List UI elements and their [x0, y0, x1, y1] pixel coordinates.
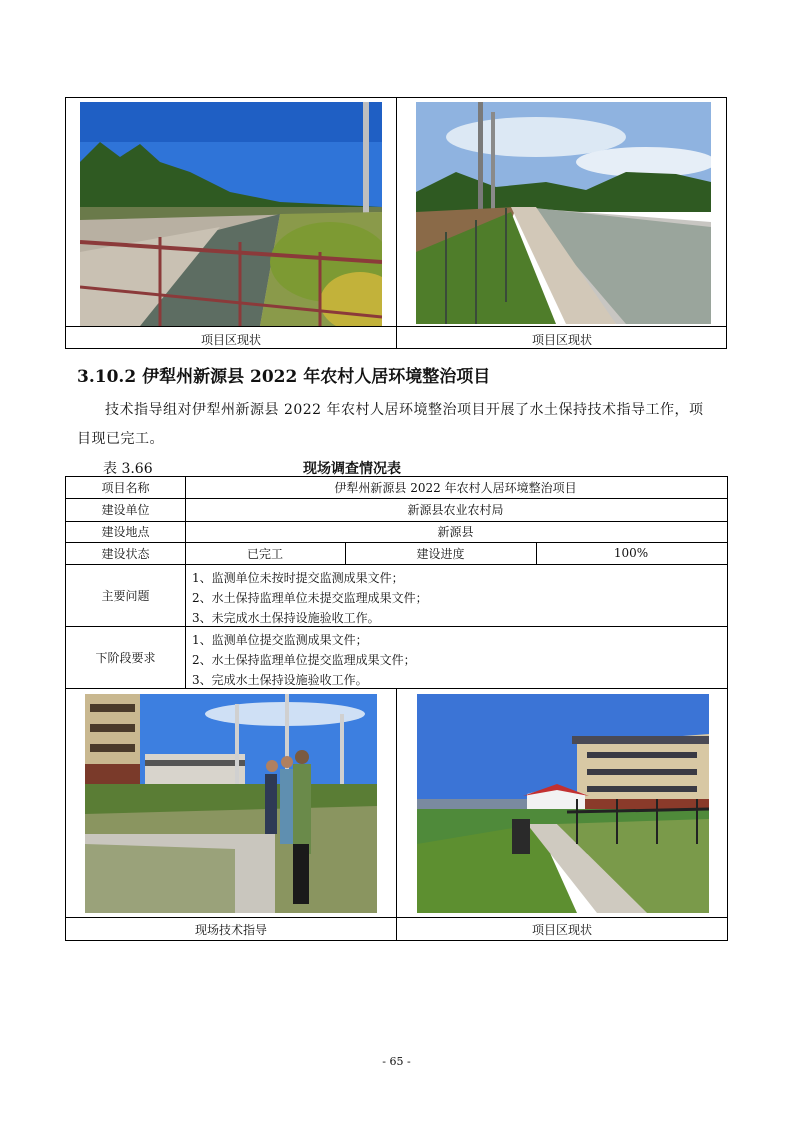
photo-caption: 项目区现状	[200, 333, 261, 347]
label-builder: 建设单位	[101, 503, 150, 517]
page-number: - 65 -	[382, 1055, 411, 1068]
top-photo-table	[65, 97, 727, 349]
section-heading: 3.10.2 伊犁州新源县 2022 年农村人居环境整治项目	[77, 367, 491, 387]
project-area-photo	[417, 694, 709, 913]
list-item: 1、监测单位未按时提交监测成果文件；	[192, 571, 404, 585]
photo-caption: 现场技术指导	[194, 923, 267, 937]
value-location: 新源县	[437, 525, 474, 539]
photo-caption: 项目区现状	[531, 333, 592, 347]
list-item: 2、水土保持监理单位提交监理成果文件；	[192, 653, 416, 667]
canal-photo-right	[416, 102, 711, 324]
list-item: 3、完成水土保持设施验收工作。	[192, 673, 368, 687]
label-issues: 主要问题	[101, 588, 150, 603]
label-location: 建设地点	[101, 525, 150, 539]
divider	[66, 326, 726, 327]
label-status: 建设状态	[101, 546, 150, 561]
list-item: 3、未完成水土保持设施验收工作。	[192, 611, 380, 625]
table-title: 现场调查情况表	[303, 461, 401, 477]
value-status: 已完工	[246, 546, 283, 561]
list-item: 1、监测单位提交监测成果文件；	[192, 633, 368, 647]
label-progress: 建设进度	[416, 546, 465, 561]
value-progress: 100%	[613, 546, 649, 560]
canal-photo-left	[80, 102, 382, 326]
table-number: 表 3.66	[103, 461, 153, 477]
divider	[396, 98, 397, 348]
label-project-name: 项目名称	[101, 481, 150, 495]
label-next-steps: 下阶段要求	[95, 650, 156, 665]
list-item: 2、水土保持监理单位未提交监理成果文件；	[192, 591, 428, 605]
divider	[396, 688, 397, 940]
value-builder: 新源县农业农村局	[407, 503, 504, 517]
survey-table	[65, 476, 728, 941]
body-paragraph: 技术指导组对伊犁州新源县 2022 年农村人居环境整治项目开展了水土保持技术指导工作，项目现已完工。	[77, 402, 704, 447]
photo-caption: 项目区现状	[531, 923, 592, 937]
site-guidance-photo	[85, 694, 377, 913]
value-project-name: 伊犁州新源县 2022 年农村人居环境整治项目	[334, 481, 577, 495]
